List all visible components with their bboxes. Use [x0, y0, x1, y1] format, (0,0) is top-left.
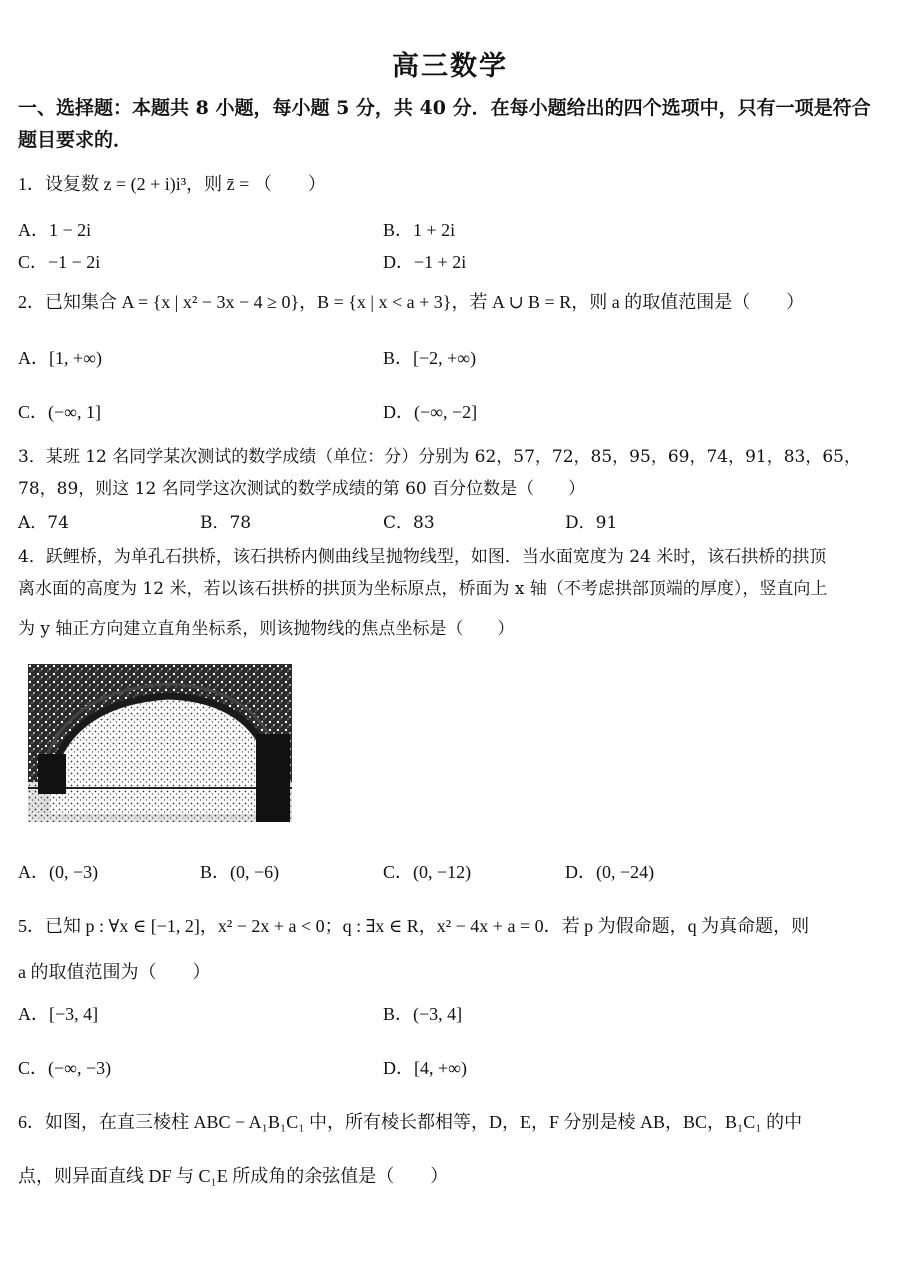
- question-5-option-c: C．(−∞, −3): [18, 1058, 112, 1078]
- question-6-stem-line-2: 点，则异面直线 DF 与 C₁E 所成角的余弦值是（ ）: [18, 1166, 449, 1186]
- question-5-option-a: A．[−3, 4]: [18, 1004, 99, 1024]
- question-2-option-c: C．(−∞, 1]: [18, 402, 101, 422]
- question-4-option-b: B．(0, −6): [200, 862, 280, 882]
- question-3-option-b: B．78: [200, 513, 252, 533]
- question-1-stem: 1．设复数 z = (2 + i)i³，则 z̄ = （ ）: [18, 174, 326, 194]
- question-2-option-a: A．[1, +∞): [18, 348, 102, 368]
- question-5-option-d: D．[4, +∞): [383, 1058, 467, 1078]
- question-4-option-a: A．(0, −3): [18, 862, 99, 882]
- question-1-option-a: A．1 − 2i: [18, 220, 92, 240]
- question-5-stem-line-1: 5．已知 p : ∀x ∈ [−1, 2]，x² − 2x + a < 0；q : ∃x ∈ R，x² − 4x + a = 0．若 p 为假命题，q 为真命题，则: [18, 916, 810, 936]
- question-1-option-c: C．−1 − 2i: [18, 252, 101, 272]
- arch-bridge-photo: [28, 664, 292, 822]
- section-heading: 一、选择题：本题共 8 小题，每小题 5 分，共 40 分．在每小题给出的四个选项中，只有一项是符合题目要求的．: [18, 97, 871, 151]
- question-4-stem-line-3: 为 y 轴正方向建立直角坐标系，则该抛物线的焦点坐标是（ ）: [18, 619, 515, 639]
- question-5-stem-line-2: a 的取值范围为（ ）: [18, 962, 211, 982]
- question-4-option-d: D．(0, −24): [565, 862, 655, 882]
- question-4-option-c: C．(0, −12): [383, 862, 472, 882]
- page-title: 高三数学: [392, 51, 508, 82]
- question-3-option-c: C．83: [383, 513, 435, 533]
- question-3-stem-line-1: 3．某班 12 名同学某次测试的数学成绩（单位：分）分别为 62，57，72，85，95，69，74，91，83，65，: [18, 447, 861, 467]
- question-3-option-d: D．91: [565, 513, 618, 533]
- question-6-stem-line-1: 6．如图，在直三棱柱 ABC − A₁B₁C₁ 中，所有棱长都相等，D，E，F 分别是棱 AB，BC，B₁C₁ 的中: [18, 1112, 803, 1132]
- question-1-option-b: B．1 + 2i: [383, 220, 456, 240]
- question-3-stem-line-2: 78，89，则这 12 名同学这次测试的数学成绩的第 60 百分位数是（ ）: [18, 479, 586, 499]
- question-5-option-b: B．(−3, 4]: [383, 1004, 463, 1024]
- question-4-stem-line-2: 离水面的高度为 12 米，若以该石拱桥的拱顶为坐标原点，桥面为 x 轴（不考虑拱部顶端的厚度），竖直向上: [18, 579, 828, 599]
- question-2-stem: 2．已知集合 A = {x | x² − 3x − 4 ≥ 0}，B = {x | x < a + 3}，若 A ∪ B = R，则 a 的取值范围是（ ）: [18, 292, 805, 312]
- question-2-option-d: D．(−∞, −2]: [383, 402, 478, 422]
- question-3-option-a: A．74: [18, 513, 69, 533]
- question-4-stem-line-1: 4．跃鲤桥，为单孔石拱桥，该石拱桥内侧曲线呈抛物线型，如图．当水面宽度为 24 米时，该石拱桥的拱顶: [18, 547, 827, 567]
- question-2-option-b: B．[−2, +∞): [383, 348, 477, 368]
- question-1-option-d: D．−1 + 2i: [383, 252, 467, 272]
